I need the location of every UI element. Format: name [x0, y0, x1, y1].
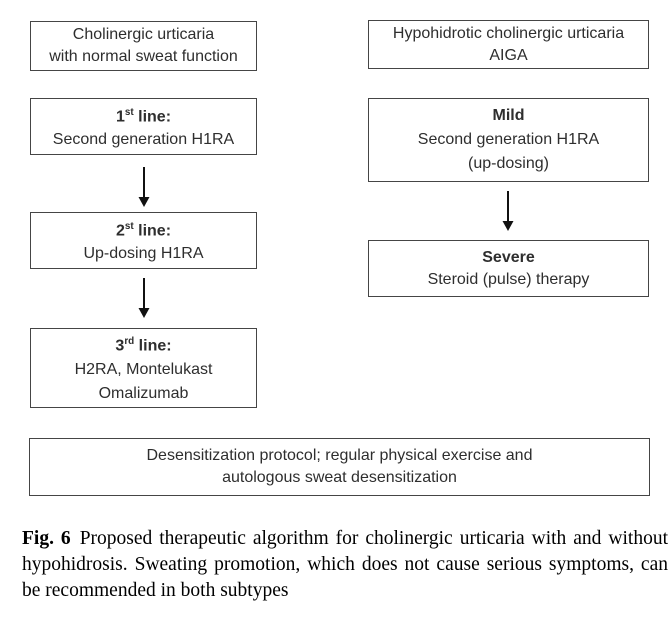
box-line: Cholinergic urticaria	[72, 26, 215, 43]
down-arrow-icon	[499, 191, 517, 231]
figure-caption-text: Proposed therapeutic algorithm for cholinergic urticaria with and without hypohidrosis. Sweating promotion, which does not cause serious symptoms, can be recommended in both subtypes	[22, 528, 668, 601]
box-line: Second generation H1RA	[417, 131, 600, 148]
box-line: H2RA, Montelukast	[74, 361, 213, 379]
box-second-line-therapy	[30, 212, 257, 269]
down-arrow-icon	[135, 167, 153, 207]
box-line: Hypohidrotic cholinergic urticaria	[392, 24, 625, 42]
box-line: Steroid (pulse) therapy	[427, 270, 590, 288]
step-title: Severe	[482, 248, 535, 266]
down-arrow-icon	[135, 278, 153, 318]
figure-caption-label: Fig. 6	[22, 528, 71, 549]
box-line: with normal sweat function	[49, 48, 238, 65]
box-desensitization-protocol	[29, 438, 650, 496]
box-line: (up-dosing)	[468, 155, 549, 172]
box-line: Omalizumab	[98, 385, 189, 403]
box-hypohidrotic-aiga	[368, 20, 649, 69]
box-line: Second generation H1RA	[52, 130, 235, 148]
box-severe-therapy	[368, 240, 649, 297]
box-first-line-therapy	[30, 98, 257, 155]
step-title: 3rd line:	[115, 335, 172, 355]
box-third-line-therapy	[30, 328, 257, 408]
box-line: Desensitization protocol; regular physical exercise and	[146, 447, 533, 464]
box-cholinergic-normal-sweat	[30, 21, 257, 71]
box-line: autologous sweat desensitization	[222, 469, 457, 486]
box-line: AIGA	[489, 46, 528, 64]
step-title: 2st line:	[115, 221, 172, 240]
box-line: Up-dosing H1RA	[83, 244, 204, 262]
figure-caption	[22, 526, 668, 604]
step-title: Mild	[492, 107, 525, 124]
step-title: 1st line:	[115, 107, 172, 126]
box-mild-therapy	[368, 98, 649, 182]
